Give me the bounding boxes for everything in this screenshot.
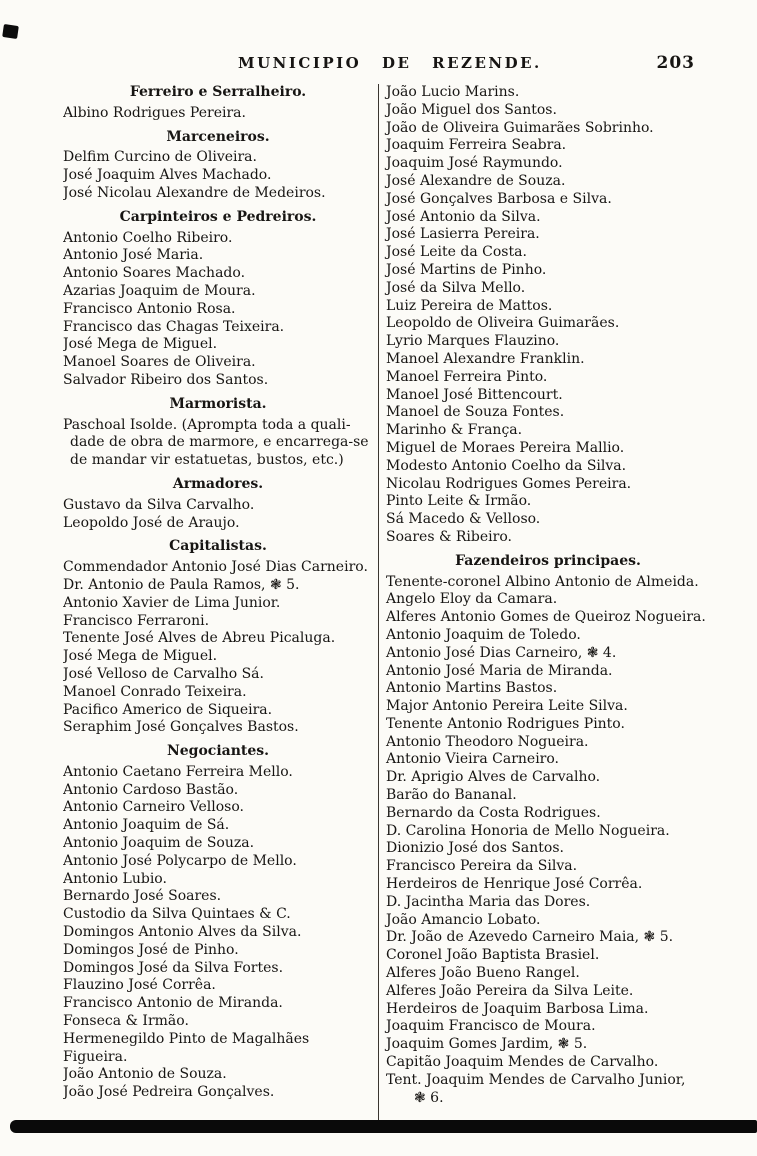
- directory-entry: José Mega de Miguel.: [63, 648, 218, 665]
- directory-entry: José Martins de Pinho.: [386, 261, 547, 278]
- directory-entry: Dr. João de Azevedo Carneiro Maia, ❃ 5.: [386, 929, 674, 946]
- directory-entry: Coronel João Baptista Brasiel.: [386, 947, 600, 964]
- directory-entry: Domingos José da Silva Fortes.: [63, 959, 284, 976]
- directory-entry: Leopoldo de Oliveira Guimarães.: [386, 315, 620, 332]
- directory-entry: D. Carolina Honoria de Mello Nogueira.: [386, 822, 670, 839]
- directory-entry: Alferes João Bueno Rangel.: [386, 965, 580, 982]
- directory-entry: Bernardo da Costa Rodrigues.: [386, 804, 601, 821]
- directory-entry: Domingos José de Pinho.: [63, 941, 239, 958]
- directory-entry: Major Antonio Pereira Leite Silva.: [386, 698, 628, 715]
- directory-columns: [63, 84, 710, 1130]
- directory-entry: José Lasierra Pereira.: [386, 226, 540, 243]
- directory-entry: Leopoldo José de Araujo.: [63, 514, 240, 531]
- directory-entry: Hermenegildo Pinto de Magalhães Figueira.: [63, 1030, 314, 1065]
- scan-artifact-topleft: [2, 24, 19, 39]
- directory-entry: Manoel Conrado Teixeira.: [63, 683, 247, 700]
- directory-entry: Tenente-coronel Albino Antonio de Almeida.: [386, 573, 699, 590]
- directory-entry: Antonio Vieira Carneiro.: [386, 751, 560, 768]
- directory-entry: João José Pedreira Gonçalves.: [63, 1084, 275, 1101]
- directory-section: [63, 129, 373, 203]
- directory-entry: Seraphim José Gonçalves Bastos.: [63, 719, 299, 736]
- directory-entry: Antonio Martins Bastos.: [386, 680, 558, 697]
- directory-entry: José Joaquim Alves Machado.: [63, 167, 272, 184]
- directory-entry: Antonio José Dias Carneiro, ❃ 4.: [386, 644, 617, 661]
- column-right: [378, 84, 710, 1130]
- directory-entry: Dr. Aprigio Alves de Carvalho.: [386, 769, 601, 786]
- section-heading: Capitalistas.: [169, 538, 267, 555]
- directory-entry: Dionizio José dos Santos.: [386, 840, 564, 857]
- directory-entry: Gustavo da Silva Carvalho.: [63, 496, 255, 513]
- directory-entry: Antonio Soares Machado.: [63, 265, 246, 282]
- directory-entry: João de Oliveira Guimarães Sobrinho.: [386, 119, 654, 136]
- section-heading: Ferreiro e Serralheiro.: [129, 84, 307, 100]
- directory-entry: Antonio Carneiro Velloso.: [63, 799, 244, 816]
- directory-entry: Albino Rodrigues Pereira.: [63, 104, 246, 121]
- directory-entry: João Antonio de Souza.: [63, 1066, 227, 1083]
- section-heading: Fazendeiros principaes.: [455, 552, 641, 569]
- directory-entry: Bernardo José Soares.: [63, 888, 222, 905]
- directory-entry: Manoel José Bittencourt.: [386, 386, 563, 403]
- directory-entry: Antonio Caetano Ferreira Mello.: [63, 763, 293, 780]
- directory-entry: Flauzino José Corrêa.: [63, 977, 216, 994]
- directory-entry: dade de obra de marmore, e encarrega-se: [63, 434, 369, 451]
- page-title: MUNICIPIO DE REZENDE.: [238, 54, 542, 72]
- directory-entry: Sá Macedo & Velloso.: [386, 511, 541, 528]
- directory-entry: Antonio Joaquim de Toledo.: [386, 626, 581, 643]
- directory-entry: Manoel Alexandre Franklin.: [386, 350, 585, 367]
- section-heading: Marmorista.: [169, 395, 267, 412]
- column-left: [63, 84, 378, 1130]
- section-heading: Carpinteiros e Pedreiros.: [119, 208, 317, 225]
- directory-entry: Barão do Bananal.: [386, 787, 517, 804]
- directory-entry: José Velloso de Carvalho Sá.: [63, 665, 264, 682]
- directory-entry: João Miguel dos Santos.: [386, 101, 557, 118]
- directory-entry: João Amancio Lobato.: [386, 911, 541, 928]
- directory-entry: Joaquim José Raymundo.: [386, 155, 563, 172]
- directory-entry: Soares & Ribeiro.: [386, 528, 512, 545]
- directory-entry: Joaquim Gomes Jardim, ❃ 5.: [386, 1036, 588, 1053]
- directory-entry: Pacifico Americo de Siqueira.: [63, 701, 273, 718]
- directory-section: [63, 538, 373, 737]
- directory-entry: Salvador Ribeiro dos Santos.: [63, 371, 269, 388]
- directory-entry: Pinto Leite & Irmão.: [386, 493, 532, 510]
- section-heading: Marceneiros.: [166, 128, 270, 145]
- directory-section: [63, 209, 373, 390]
- directory-entry: Herdeiros de Joaquim Barbosa Lima.: [386, 1000, 649, 1017]
- directory-entry: Francisco Antonio de Miranda.: [63, 995, 283, 1012]
- directory-entry: Alferes Antonio Gomes de Queiroz Nogueira.: [386, 609, 706, 626]
- directory-entry: Delfim Curcino de Oliveira.: [63, 149, 257, 166]
- directory-entry: Azarias Joaquim de Moura.: [63, 282, 256, 299]
- directory-entry: João Lucio Marins.: [386, 84, 520, 100]
- directory-entry: Tent. Joaquim Mendes de Carvalho Junior,: [386, 1071, 686, 1088]
- page-header: [0, 54, 757, 78]
- directory-entry: Francisco Ferraroni.: [63, 612, 210, 629]
- directory-entry: Antonio Theodoro Nogueira.: [386, 733, 589, 750]
- directory-entry: Capitão Joaquim Mendes de Carvalho.: [386, 1054, 659, 1071]
- directory-entry: Antonio Lubio.: [63, 870, 167, 887]
- directory-entry: Joaquim Ferreira Seabra.: [386, 137, 567, 154]
- directory-entry: Antonio José Maria.: [63, 247, 204, 264]
- directory-entry: Antonio José Polycarpo de Mello.: [63, 852, 297, 869]
- directory-entry: Marinho & França.: [386, 422, 523, 439]
- directory-entry: Antonio Cardoso Bastão.: [63, 781, 239, 798]
- scan-artifact-bottom: [10, 1120, 757, 1133]
- directory-entry: José Antonio da Silva.: [386, 208, 541, 225]
- directory-section: [63, 84, 373, 123]
- directory-section: [63, 396, 373, 470]
- directory-entry: Lyrio Marques Flauzino.: [386, 333, 560, 350]
- directory-entry: Herdeiros de Henrique José Corrêa.: [386, 876, 643, 893]
- directory-entry: Antonio Joaquim de Sá.: [63, 817, 230, 834]
- directory-entry: Domingos Antonio Alves da Silva.: [63, 924, 302, 941]
- directory-entry: de mandar vir estatuetas, bustos, etc.): [63, 452, 344, 469]
- directory-entry: Antonio Xavier de Lima Junior.: [63, 594, 281, 611]
- directory-entry: Francisco Pereira da Silva.: [386, 858, 578, 875]
- directory-entry: ❃ 6.: [386, 1089, 444, 1106]
- directory-entry: Francisco das Chagas Teixeira.: [63, 318, 285, 335]
- directory-entry: D. Jacintha Maria das Dores.: [386, 893, 591, 910]
- directory-entry: Antonio Joaquim de Souza.: [63, 835, 255, 852]
- directory-entry: José Alexandre de Souza.: [386, 172, 566, 189]
- directory-entry: Manoel Soares de Oliveira.: [63, 354, 256, 371]
- directory-entry: Miguel de Moraes Pereira Mallio.: [386, 439, 625, 456]
- directory-entry: José da Silva Mello.: [386, 279, 526, 296]
- directory-entry: Fonseca & Irmão.: [63, 1013, 189, 1030]
- directory-entry: Luiz Pereira de Mattos.: [386, 297, 553, 314]
- directory-entry: Antonio Coelho Ribeiro.: [63, 229, 233, 246]
- directory-entry: José Nicolau Alexandre de Medeiros.: [63, 184, 326, 201]
- section-heading: Negociantes.: [166, 743, 270, 760]
- section-heading: Armadores.: [172, 475, 264, 492]
- directory-entry: Manoel Ferreira Pinto.: [386, 368, 548, 385]
- directory-entry: Dr. Antonio de Paula Ramos, ❃ 5.: [63, 576, 300, 593]
- directory-entry: Tenente Antonio Rodrigues Pinto.: [386, 715, 625, 732]
- directory-entry: Tenente José Alves de Abreu Picaluga.: [63, 630, 336, 647]
- directory-entry: Custodio da Silva Quintaes & C.: [63, 906, 291, 923]
- directory-entry: Alferes João Pereira da Silva Leite.: [386, 982, 634, 999]
- directory-section: [386, 553, 710, 1108]
- directory-section: [386, 84, 710, 547]
- directory-entry: José Gonçalves Barbosa e Silva.: [386, 190, 612, 207]
- directory-entry: Modesto Antonio Coelho da Silva.: [386, 457, 627, 474]
- directory-entry: José Leite da Costa.: [386, 244, 527, 261]
- directory-entry: Francisco Antonio Rosa.: [63, 300, 236, 317]
- directory-entry: Angelo Eloy da Camara.: [386, 591, 558, 608]
- page-number: 203: [656, 53, 695, 73]
- directory-entry: Commendador Antonio José Dias Carneiro.: [63, 559, 368, 576]
- directory-entry: Paschoal Isolde. (Aprompta toda a quali-: [63, 416, 351, 433]
- directory-entry: Antonio José Maria de Miranda.: [386, 662, 613, 679]
- directory-entry: Joaquim Francisco de Moura.: [386, 1018, 596, 1035]
- directory-section: [63, 476, 373, 532]
- directory-section: [63, 743, 373, 1102]
- directory-entry: José Mega de Miguel.: [63, 336, 218, 353]
- directory-entry: Nicolau Rodrigues Gomes Pereira.: [386, 475, 632, 492]
- directory-entry: Manoel de Souza Fontes.: [386, 404, 565, 421]
